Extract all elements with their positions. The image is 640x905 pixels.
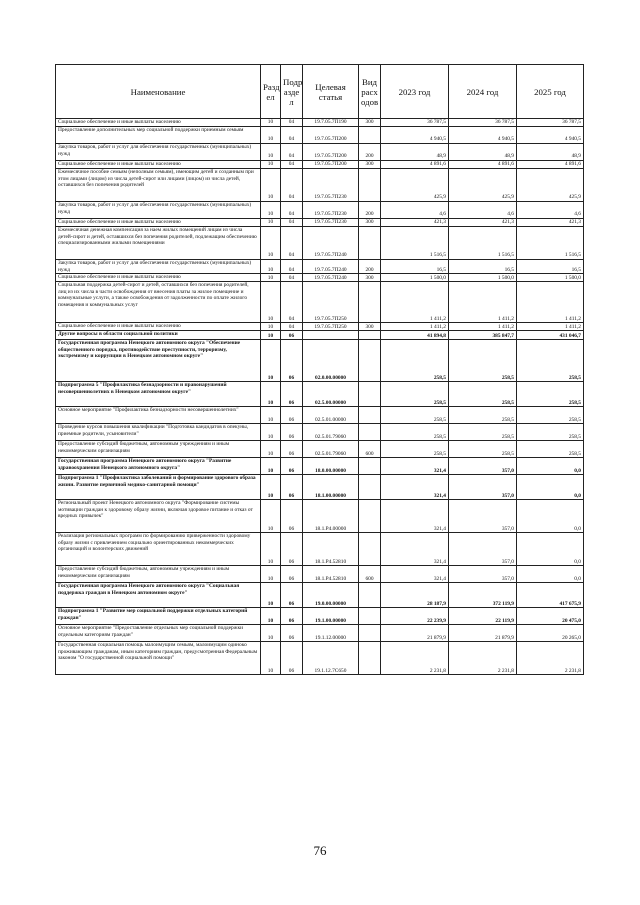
cell-pr: 04 bbox=[281, 282, 303, 323]
cell-name: Реализация региональных программ по формированию приверженности здоровому образу жизни с привлечением социально ориентированных некоммерческих организаций и волонтерских движений bbox=[56, 533, 261, 566]
cell-a: 48,9 bbox=[381, 144, 449, 161]
cell-rz: 10 bbox=[261, 533, 281, 566]
cell-cs: 19.7.05.7П200 bbox=[303, 127, 359, 144]
cell-cs: 19.7.05.7П230 bbox=[303, 219, 359, 227]
table-row bbox=[56, 127, 584, 144]
cell-cs: 02.0.00.00000 bbox=[303, 340, 359, 382]
cell-name: Социальная поддержка детей-сирот и детей, оставшихся без попечения родителей, лиц из их числа в части освобождения от внесения платы за жилое помещение и коммунальные услуги, а также освобождения от задолженности по оплате жилого помещения и коммунальных услуг bbox=[56, 282, 261, 323]
table-row bbox=[56, 169, 584, 202]
cell-c: 258,5 bbox=[517, 340, 584, 382]
table-row bbox=[56, 500, 584, 533]
cell-b: 258,5 bbox=[449, 441, 517, 458]
cell-rz: 10 bbox=[261, 566, 281, 583]
table-row bbox=[56, 407, 584, 424]
cell-c: 258,5 bbox=[517, 424, 584, 441]
cell-b: 425,9 bbox=[449, 169, 517, 202]
cell-vr bbox=[359, 340, 381, 382]
cell-rz: 10 bbox=[261, 625, 281, 642]
cell-c: 4,6 bbox=[517, 202, 584, 219]
cell-vr bbox=[359, 382, 381, 407]
col-header-2025: 2025 год bbox=[517, 65, 584, 119]
cell-name: Закупка товаров, работ и услуг для обеспечения государственных (муниципальных) нужд bbox=[56, 260, 261, 274]
cell-pr: 06 bbox=[281, 533, 303, 566]
cell-b: 357,0 bbox=[449, 458, 517, 475]
cell-a: 28 187,9 bbox=[381, 583, 449, 608]
cell-vr bbox=[359, 407, 381, 424]
cell-name: Предоставление субсидий бюджетным, автономным учреждениям и иным некоммерческим организациям bbox=[56, 566, 261, 583]
cell-a: 421,3 bbox=[381, 219, 449, 227]
cell-name: Социальное обеспечение и иные выплаты населению bbox=[56, 219, 261, 227]
cell-vr: 300 bbox=[359, 274, 381, 282]
cell-vr bbox=[359, 169, 381, 202]
table-row bbox=[56, 424, 584, 441]
cell-a: 36 787,5 bbox=[381, 119, 449, 127]
cell-name: Закупка товаров, работ и услуг для обеспечения государственных (муниципальных) нужд bbox=[56, 202, 261, 219]
cell-cs: 19.7.05.7П230 bbox=[303, 169, 359, 202]
budget-table-sheet bbox=[55, 64, 583, 675]
cell-cs: 18.1.00.00000 bbox=[303, 475, 359, 500]
cell-cs: 19.1.12.7С650 bbox=[303, 642, 359, 675]
cell-vr bbox=[359, 227, 381, 260]
cell-a: 16,5 bbox=[381, 260, 449, 274]
cell-cs: 02.5.01.79060 bbox=[303, 441, 359, 458]
cell-cs: 19.1.12.00000 bbox=[303, 625, 359, 642]
cell-vr: 600 bbox=[359, 441, 381, 458]
cell-vr bbox=[359, 458, 381, 475]
cell-rz: 10 bbox=[261, 583, 281, 608]
cell-c: 1 411,2 bbox=[517, 323, 584, 331]
cell-a: 258,5 bbox=[381, 407, 449, 424]
cell-b: 16,5 bbox=[449, 260, 517, 274]
table-row bbox=[56, 441, 584, 458]
cell-a: 1 411,2 bbox=[381, 282, 449, 323]
col-header-vid: Вид расх одов bbox=[359, 65, 381, 119]
cell-c: 0,0 bbox=[517, 475, 584, 500]
cell-rz: 10 bbox=[261, 169, 281, 202]
cell-pr: 04 bbox=[281, 323, 303, 331]
cell-b: 21 879,9 bbox=[449, 625, 517, 642]
cell-b: 258,5 bbox=[449, 424, 517, 441]
cell-b: 22 119,9 bbox=[449, 608, 517, 625]
cell-rz: 10 bbox=[261, 282, 281, 323]
cell-cs: 18.1.P4.52810 bbox=[303, 566, 359, 583]
cell-vr bbox=[359, 127, 381, 144]
cell-c: 0,0 bbox=[517, 500, 584, 533]
cell-b: 4,6 bbox=[449, 202, 517, 219]
cell-c: 421,3 bbox=[517, 219, 584, 227]
cell-pr: 06 bbox=[281, 475, 303, 500]
cell-rz: 10 bbox=[261, 202, 281, 219]
table-body bbox=[56, 119, 584, 675]
cell-rz: 10 bbox=[261, 323, 281, 331]
cell-pr: 04 bbox=[281, 127, 303, 144]
cell-pr: 06 bbox=[281, 382, 303, 407]
cell-pr: 04 bbox=[281, 219, 303, 227]
cell-pr: 06 bbox=[281, 583, 303, 608]
cell-name: Ежемесячное пособие семьям (неполным семьям), имеющим детей и созданным при этом лицами (лицом) из числа детей-сирот или лицами (лицом) из числа детей, оставшихся без попечения родителей bbox=[56, 169, 261, 202]
table-header-row bbox=[56, 65, 584, 119]
cell-b: 258,5 bbox=[449, 340, 517, 382]
cell-c: 431 046,7 bbox=[517, 331, 584, 340]
table-row bbox=[56, 282, 584, 323]
cell-pr: 06 bbox=[281, 608, 303, 625]
cell-rz: 10 bbox=[261, 407, 281, 424]
cell-pr: 04 bbox=[281, 260, 303, 274]
col-header-name: Наименование bbox=[56, 65, 261, 119]
cell-rz: 10 bbox=[261, 441, 281, 458]
cell-name: Государственная программа Ненецкого автономного округа "Развитие здравоохранения Ненецкого автономного округа" bbox=[56, 458, 261, 475]
cell-b: 1 411,2 bbox=[449, 323, 517, 331]
cell-c: 36 787,5 bbox=[517, 119, 584, 127]
cell-b: 1 411,2 bbox=[449, 282, 517, 323]
table-row bbox=[56, 331, 584, 340]
col-header-2023: 2023 год bbox=[381, 65, 449, 119]
cell-a: 321,4 bbox=[381, 533, 449, 566]
cell-rz: 10 bbox=[261, 227, 281, 260]
cell-cs: 19.0.00.00000 bbox=[303, 583, 359, 608]
cell-pr: 04 bbox=[281, 227, 303, 260]
cell-a: 4,6 bbox=[381, 202, 449, 219]
cell-a: 1 411,2 bbox=[381, 323, 449, 331]
page-number: 76 bbox=[313, 843, 327, 858]
cell-vr bbox=[359, 331, 381, 340]
table-row bbox=[56, 219, 584, 227]
cell-c: 1 500,0 bbox=[517, 274, 584, 282]
cell-a: 321,4 bbox=[381, 458, 449, 475]
cell-rz: 10 bbox=[261, 642, 281, 675]
cell-vr: 200 bbox=[359, 260, 381, 274]
table-row bbox=[56, 202, 584, 219]
table-row bbox=[56, 227, 584, 260]
cell-cs: 19.7.05.7П200 bbox=[303, 161, 359, 169]
table-row bbox=[56, 161, 584, 169]
cell-name: Предоставление субсидий бюджетным, автономным учреждениям и иным некоммерческим организациям bbox=[56, 441, 261, 458]
cell-pr: 06 bbox=[281, 424, 303, 441]
cell-c: 16,5 bbox=[517, 260, 584, 274]
cell-a: 321,4 bbox=[381, 475, 449, 500]
cell-a: 2 231,8 bbox=[381, 642, 449, 675]
cell-vr: 200 bbox=[359, 202, 381, 219]
table-row bbox=[56, 566, 584, 583]
cell-b: 36 787,5 bbox=[449, 119, 517, 127]
cell-b: 48,9 bbox=[449, 144, 517, 161]
cell-rz: 10 bbox=[261, 119, 281, 127]
cell-pr: 06 bbox=[281, 340, 303, 382]
table-row bbox=[56, 382, 584, 407]
cell-a: 41 894,8 bbox=[381, 331, 449, 340]
cell-cs: 19.7.05.7П240 bbox=[303, 274, 359, 282]
table-row bbox=[56, 608, 584, 625]
cell-name: Государственная программа Ненецкого автономного округа "Обеспечение общественного порядка, противодействие преступности, терроризму, экстремизму и коррупции в Ненецком автономном округе" bbox=[56, 340, 261, 382]
cell-rz: 10 bbox=[261, 458, 281, 475]
cell-c: 1 411,2 bbox=[517, 282, 584, 323]
cell-rz: 10 bbox=[261, 340, 281, 382]
cell-vr bbox=[359, 533, 381, 566]
cell-pr: 04 bbox=[281, 202, 303, 219]
cell-name: Основное мероприятие "Профилактика безнадзорности несовершеннолетних" bbox=[56, 407, 261, 424]
cell-cs: 19.7.05.7П190 bbox=[303, 119, 359, 127]
cell-a: 4 940,5 bbox=[381, 127, 449, 144]
cell-b: 385 847,7 bbox=[449, 331, 517, 340]
cell-c: 425,9 bbox=[517, 169, 584, 202]
cell-c: 0,0 bbox=[517, 533, 584, 566]
cell-a: 1 500,0 bbox=[381, 274, 449, 282]
cell-a: 321,4 bbox=[381, 500, 449, 533]
cell-vr bbox=[359, 475, 381, 500]
cell-vr: 300 bbox=[359, 323, 381, 331]
cell-pr: 04 bbox=[281, 169, 303, 202]
cell-name: Государственная программа Ненецкого автономного округа "Социальная поддержка граждан в Ненецком автономном округе" bbox=[56, 583, 261, 608]
cell-b: 372 119,9 bbox=[449, 583, 517, 608]
cell-a: 258,5 bbox=[381, 424, 449, 441]
cell-rz: 10 bbox=[261, 475, 281, 500]
cell-cs: 18.1.P4.52810 bbox=[303, 533, 359, 566]
cell-cs: 19.7.05.7П250 bbox=[303, 282, 359, 323]
cell-a: 258,5 bbox=[381, 441, 449, 458]
table-row bbox=[56, 340, 584, 382]
table-row bbox=[56, 583, 584, 608]
cell-pr: 06 bbox=[281, 331, 303, 340]
col-header-podrazdel: Подр азде л bbox=[281, 65, 303, 119]
table-row bbox=[56, 274, 584, 282]
cell-cs: 19.7.05.7П240 bbox=[303, 260, 359, 274]
cell-c: 258,5 bbox=[517, 407, 584, 424]
cell-vr: 300 bbox=[359, 219, 381, 227]
cell-vr: 200 bbox=[359, 144, 381, 161]
cell-pr: 06 bbox=[281, 642, 303, 675]
cell-name: Проведение курсов повышения квалификации "Подготовка кандидатов в опекуны, приемные родители, усыновители" bbox=[56, 424, 261, 441]
cell-name: Ежемесячная денежная компенсация за наем жилых помещений лицам из числа детей-сирот и детей, оставшихся без попечения родителей, подлежащим обеспечению специализированными жилыми помещениями bbox=[56, 227, 261, 260]
cell-cs: 19.7.05.7П240 bbox=[303, 227, 359, 260]
cell-name: Социальное обеспечение и иные выплаты населению bbox=[56, 274, 261, 282]
cell-rz: 10 bbox=[261, 219, 281, 227]
cell-rz: 10 bbox=[261, 161, 281, 169]
cell-cs: 02.5.00.00000 bbox=[303, 382, 359, 407]
cell-cs: 19.7.05.7П230 bbox=[303, 202, 359, 219]
table-row bbox=[56, 458, 584, 475]
cell-c: 20 475,0 bbox=[517, 608, 584, 625]
cell-a: 425,9 bbox=[381, 169, 449, 202]
cell-name: Другие вопросы в области социальной политики bbox=[56, 331, 261, 340]
cell-a: 258,5 bbox=[381, 340, 449, 382]
cell-pr: 06 bbox=[281, 625, 303, 642]
cell-cs bbox=[303, 331, 359, 340]
cell-a: 22 239,9 bbox=[381, 608, 449, 625]
table-row bbox=[56, 642, 584, 675]
cell-c: 20 265,0 bbox=[517, 625, 584, 642]
cell-vr bbox=[359, 608, 381, 625]
table-row bbox=[56, 625, 584, 642]
cell-vr: 300 bbox=[359, 161, 381, 169]
cell-pr: 06 bbox=[281, 566, 303, 583]
cell-a: 258,5 bbox=[381, 382, 449, 407]
cell-vr bbox=[359, 500, 381, 533]
cell-name: Закупка товаров, работ и услуг для обеспечения государственных (муниципальных) нужд bbox=[56, 144, 261, 161]
cell-b: 357,0 bbox=[449, 566, 517, 583]
cell-name: Региональный проект Ненецкого автономного округа "Формирование системы мотивации граждан к здоровому образу жизни, включая здоровое питание и отказ от вредных привычек" bbox=[56, 500, 261, 533]
cell-rz: 10 bbox=[261, 127, 281, 144]
table-row bbox=[56, 323, 584, 331]
cell-cs: 18.0.00.00000 bbox=[303, 458, 359, 475]
cell-pr: 06 bbox=[281, 441, 303, 458]
col-header-2024: 2024 год bbox=[449, 65, 517, 119]
cell-rz: 10 bbox=[261, 500, 281, 533]
cell-cs: 18.1.P4.00000 bbox=[303, 500, 359, 533]
cell-a: 321,4 bbox=[381, 566, 449, 583]
cell-vr bbox=[359, 424, 381, 441]
cell-a: 21 879,9 bbox=[381, 625, 449, 642]
cell-name: Подпрограмма 1 "Профилактика заболеваний и формирование здорового образа жизни. Развитие первичной медико-санитарной помощи" bbox=[56, 475, 261, 500]
cell-c: 48,9 bbox=[517, 144, 584, 161]
cell-name: Государственная социальная помощь малоимущим семьям, малоимущим одиноко проживающим гражданам, иным категориям граждан, предусмотренная Федеральным законом "О государственной социальной помощи" bbox=[56, 642, 261, 675]
cell-b: 421,3 bbox=[449, 219, 517, 227]
cell-b: 1 500,0 bbox=[449, 274, 517, 282]
cell-vr: 600 bbox=[359, 566, 381, 583]
cell-vr bbox=[359, 282, 381, 323]
cell-pr: 06 bbox=[281, 458, 303, 475]
cell-cs: 02.5.01.00000 bbox=[303, 407, 359, 424]
cell-cs: 19.7.05.7П250 bbox=[303, 323, 359, 331]
cell-rz: 10 bbox=[261, 424, 281, 441]
col-header-stat: Целевая статья bbox=[303, 65, 359, 119]
table-row bbox=[56, 119, 584, 127]
cell-pr: 06 bbox=[281, 407, 303, 424]
cell-vr bbox=[359, 625, 381, 642]
cell-rz: 10 bbox=[261, 331, 281, 340]
table-row bbox=[56, 260, 584, 274]
cell-rz: 10 bbox=[261, 260, 281, 274]
cell-pr: 04 bbox=[281, 144, 303, 161]
cell-c: 4 940,5 bbox=[517, 127, 584, 144]
cell-vr: 300 bbox=[359, 119, 381, 127]
table-row bbox=[56, 533, 584, 566]
table-row bbox=[56, 144, 584, 161]
cell-rz: 10 bbox=[261, 608, 281, 625]
cell-c: 2 231,8 bbox=[517, 642, 584, 675]
cell-a: 1 516,5 bbox=[381, 227, 449, 260]
table-row bbox=[56, 475, 584, 500]
cell-name: Социальное обеспечение и иные выплаты населению bbox=[56, 323, 261, 331]
cell-b: 2 231,8 bbox=[449, 642, 517, 675]
cell-pr: 04 bbox=[281, 161, 303, 169]
cell-b: 357,0 bbox=[449, 500, 517, 533]
cell-rz: 10 bbox=[261, 144, 281, 161]
cell-c: 1 516,5 bbox=[517, 227, 584, 260]
cell-rz: 10 bbox=[261, 274, 281, 282]
cell-name: Предоставление дополнительных мер социальной поддержки приемным семьям bbox=[56, 127, 261, 144]
cell-c: 258,5 bbox=[517, 441, 584, 458]
cell-pr: 04 bbox=[281, 119, 303, 127]
cell-vr bbox=[359, 583, 381, 608]
cell-b: 357,0 bbox=[449, 533, 517, 566]
cell-a: 4 891,6 bbox=[381, 161, 449, 169]
cell-b: 1 516,5 bbox=[449, 227, 517, 260]
cell-b: 258,5 bbox=[449, 382, 517, 407]
cell-cs: 19.1.00.00000 bbox=[303, 608, 359, 625]
cell-name: Основное мероприятие "Предоставление отдельных мер социальной поддержки отдельным категориям граждан" bbox=[56, 625, 261, 642]
cell-pr: 04 bbox=[281, 274, 303, 282]
col-header-razdel: Разд ел bbox=[261, 65, 281, 119]
cell-cs: 19.7.05.7П200 bbox=[303, 144, 359, 161]
cell-name: Социальное обеспечение и иные выплаты населению bbox=[56, 119, 261, 127]
cell-name: Социальное обеспечение и иные выплаты населению bbox=[56, 161, 261, 169]
cell-cs: 02.5.01.79060 bbox=[303, 424, 359, 441]
cell-rz: 10 bbox=[261, 382, 281, 407]
cell-vr bbox=[359, 642, 381, 675]
cell-name: Подпрограмма 1 "Развитие мер социальной поддержки отдельных категорий граждан" bbox=[56, 608, 261, 625]
cell-pr: 06 bbox=[281, 500, 303, 533]
cell-name: Подпрограмма 5 "Профилактика безнадзорности и правонарушений несовершеннолетних в Ненецком автономном округе" bbox=[56, 382, 261, 407]
cell-b: 4 940,5 bbox=[449, 127, 517, 144]
cell-b: 4 891,6 bbox=[449, 161, 517, 169]
budget-table bbox=[55, 64, 584, 675]
cell-b: 258,5 bbox=[449, 407, 517, 424]
cell-c: 4 891,6 bbox=[517, 161, 584, 169]
cell-c: 0,0 bbox=[517, 566, 584, 583]
cell-b: 357,0 bbox=[449, 475, 517, 500]
cell-c: 258,5 bbox=[517, 382, 584, 407]
cell-c: 417 675,9 bbox=[517, 583, 584, 608]
cell-c: 0,0 bbox=[517, 458, 584, 475]
